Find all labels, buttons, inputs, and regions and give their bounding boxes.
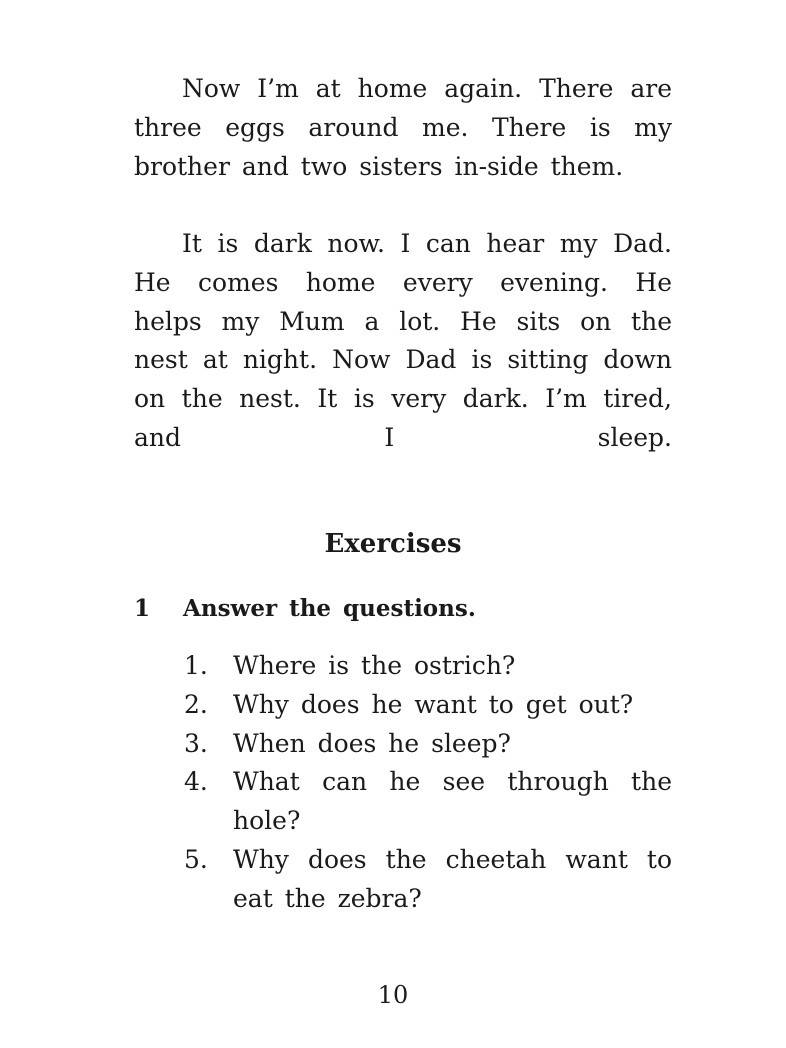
question-number: 2. bbox=[184, 689, 208, 719]
page-number: 10 bbox=[377, 981, 409, 1009]
question-number: 5. bbox=[184, 844, 208, 874]
task-1 bbox=[134, 591, 476, 627]
question-text: Where is the ostrich? bbox=[233, 651, 516, 680]
question-number: 4. bbox=[184, 767, 208, 797]
question-text: When does he sleep? bbox=[233, 728, 511, 758]
task-number: 1 bbox=[134, 595, 151, 622]
exercises-heading: Exercises bbox=[324, 529, 462, 559]
task-instruction: Answer the questions. bbox=[183, 595, 476, 622]
question-text: Why does the cheetah want to eat the zebra? bbox=[233, 844, 672, 913]
question-item bbox=[184, 647, 672, 686]
question-number: 3. bbox=[184, 728, 208, 758]
question-item bbox=[184, 841, 672, 919]
story-paragraph-1: Now I’m at home again. There are three eggs around me. There is my brother and two sisters in-side them. bbox=[134, 74, 672, 181]
question-item bbox=[184, 725, 672, 764]
question-item bbox=[184, 763, 672, 841]
question-item bbox=[184, 686, 672, 725]
question-number: 1. bbox=[184, 651, 208, 680]
question-text: What can he see through the hole? bbox=[233, 767, 672, 836]
question-list bbox=[184, 647, 672, 919]
story-paragraph-2: It is dark now. I can hear my Dad. He comes home every evening. He helps my Mum a lot. He sits on the nest at night. Now Dad is sitting down on the nest. It is very dark. I’m tired, and I sleep. bbox=[134, 229, 672, 452]
question-text: Why does he want to get out? bbox=[233, 689, 634, 719]
